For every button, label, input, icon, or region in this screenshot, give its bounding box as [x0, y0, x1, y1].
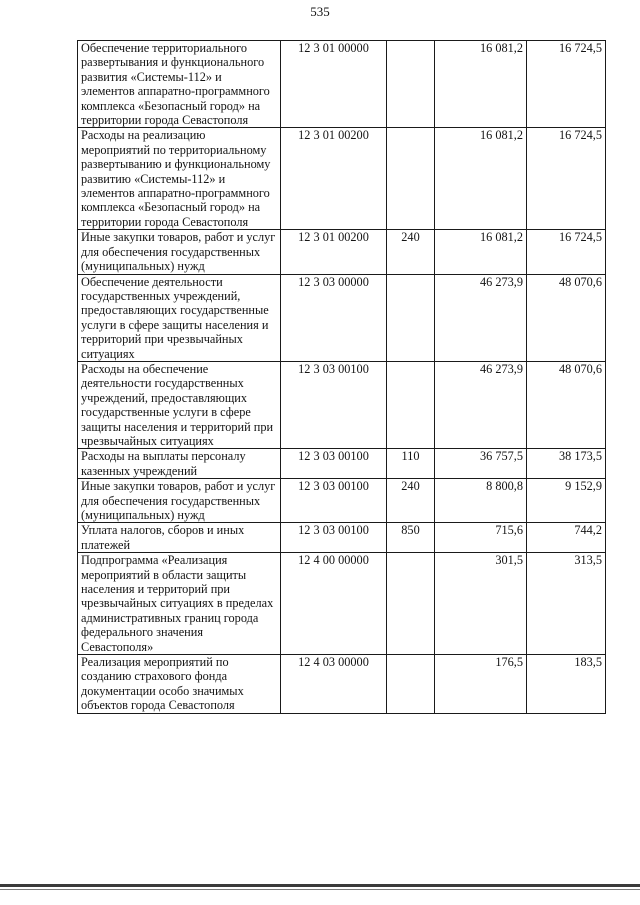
row-value-1: 8 800,8	[435, 479, 527, 523]
row-code: 12 3 03 00100	[281, 479, 387, 523]
table-row	[78, 128, 606, 230]
row-code: 12 3 03 00100	[281, 449, 387, 479]
row-expense-type	[387, 655, 435, 714]
row-code: 12 3 01 00000	[281, 41, 387, 128]
row-value-2: 48 070,6	[527, 274, 606, 361]
row-value-2: 744,2	[527, 523, 606, 553]
row-value-2: 16 724,5	[527, 128, 606, 230]
row-expense-type	[387, 553, 435, 655]
row-code: 12 4 00 00000	[281, 553, 387, 655]
row-expense-type: 240	[387, 479, 435, 523]
row-name: Иные закупки товаров, работ и услуг для обеспечения государственных (муниципальных) нужд	[78, 230, 281, 274]
table-row	[78, 449, 606, 479]
row-value-2: 313,5	[527, 553, 606, 655]
scan-edge-line-secondary	[0, 889, 640, 890]
row-value-1: 46 273,9	[435, 274, 527, 361]
table-row	[78, 230, 606, 274]
row-expense-type	[387, 128, 435, 230]
table-row	[78, 655, 606, 714]
row-expense-type	[387, 274, 435, 361]
row-value-2: 16 724,5	[527, 41, 606, 128]
table-row	[78, 479, 606, 523]
row-value-1: 36 757,5	[435, 449, 527, 479]
page-number: 535	[310, 4, 330, 19]
row-value-2: 9 152,9	[527, 479, 606, 523]
table-row	[78, 361, 606, 448]
table-row	[78, 523, 606, 553]
row-code: 12 3 03 00100	[281, 361, 387, 448]
row-value-2: 16 724,5	[527, 230, 606, 274]
row-value-1: 46 273,9	[435, 361, 527, 448]
row-code: 12 4 03 00000	[281, 655, 387, 714]
row-name: Иные закупки товаров, работ и услуг для обеспечения государственных (муниципальных) нужд	[78, 479, 281, 523]
table-row	[78, 41, 606, 128]
table-row	[78, 274, 606, 361]
row-name: Реализация мероприятий по созданию страхового фонда документации особо значимых объектов города Севастополя	[78, 655, 281, 714]
row-value-1: 176,5	[435, 655, 527, 714]
row-code: 12 3 03 00100	[281, 523, 387, 553]
row-value-2: 38 173,5	[527, 449, 606, 479]
row-expense-type	[387, 361, 435, 448]
row-expense-type: 850	[387, 523, 435, 553]
row-name: Расходы на обеспечение деятельности государственных учреждений, предоставляющих государственные услуги в сфере защиты населения и территорий при чрезвычайных ситуациях	[78, 361, 281, 448]
row-name: Обеспечение деятельности государственных учреждений, предоставляющих государственные услуги в сфере защиты населения и территорий при чрезвычайных ситуациях	[78, 274, 281, 361]
table-row	[78, 553, 606, 655]
row-value-2: 183,5	[527, 655, 606, 714]
row-name: Подпрограмма «Реализация мероприятий в области защиты населения и территорий при чрезвычайных ситуациях в пределах административных границ города федерального значения Севастополя»	[78, 553, 281, 655]
row-code: 12 3 01 00200	[281, 128, 387, 230]
row-code: 12 3 03 00000	[281, 274, 387, 361]
row-name: Уплата налогов, сборов и иных платежей	[78, 523, 281, 553]
row-name: Обеспечение территориального развертывания и функционального развития «Системы-112» и элементов аппаратно-программного комплекса «Безопасный город» на территории города Севастополя	[78, 41, 281, 128]
row-code: 12 3 01 00200	[281, 230, 387, 274]
row-value-2: 48 070,6	[527, 361, 606, 448]
row-value-1: 16 081,2	[435, 41, 527, 128]
row-name: Расходы на выплаты персоналу казенных учреждений	[78, 449, 281, 479]
row-expense-type: 110	[387, 449, 435, 479]
scan-edge-line	[0, 884, 640, 887]
row-value-1: 715,6	[435, 523, 527, 553]
row-expense-type: 240	[387, 230, 435, 274]
row-value-1: 301,5	[435, 553, 527, 655]
budget-table	[77, 40, 606, 714]
row-expense-type	[387, 41, 435, 128]
row-value-1: 16 081,2	[435, 230, 527, 274]
row-value-1: 16 081,2	[435, 128, 527, 230]
row-name: Расходы на реализацию мероприятий по территориальному развертыванию и функциональному развитию «Системы-112» и элементов аппаратно-программного комплекса «Безопасный город» на территории города Севастополя	[78, 128, 281, 230]
